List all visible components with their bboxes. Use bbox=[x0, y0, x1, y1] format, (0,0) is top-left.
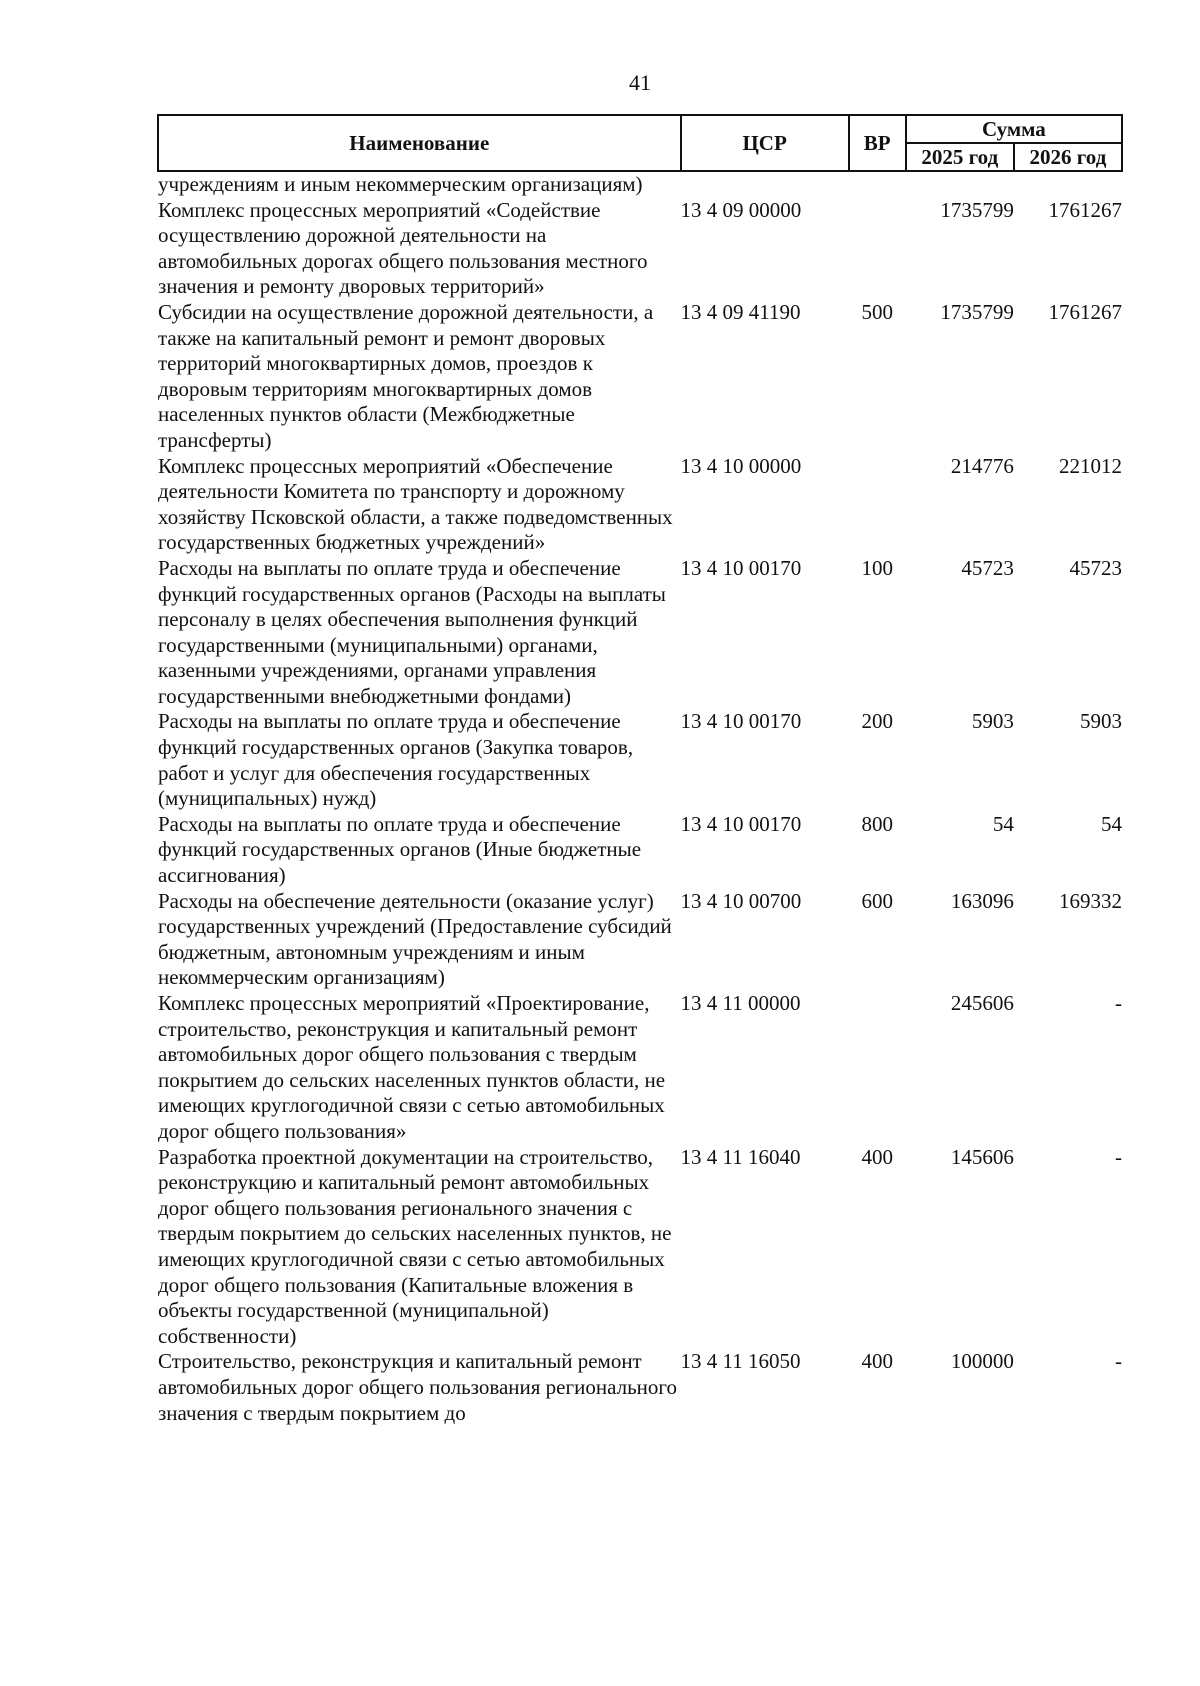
row-sum-2025: 5903 bbox=[971, 709, 1014, 734]
row-vr: 500 bbox=[861, 299, 893, 324]
header-csr: ЦСР bbox=[681, 115, 849, 171]
row-name: учреждениям и иным некоммерческим организациям) bbox=[158, 172, 643, 196]
row-csr: 13 4 11 00000 bbox=[680, 991, 801, 1015]
row-vr: 600 bbox=[861, 888, 893, 913]
row-name: Разработка проектной документации на строительство, реконструкцию и капитальный ремонт автомобильных дорог общего пользования регионального значения с твердым покрытием до сельских населенных пунктов, не имеющих круглогодичной связи с сетью автомобильных дорог общего пользования (Капитальные вложения в объекты государственной (муниципальной) собственности) bbox=[158, 1144, 672, 1348]
row-csr: 13 4 10 00170 bbox=[680, 811, 802, 836]
table-row bbox=[158, 454, 1122, 556]
header-name: Наименование bbox=[158, 115, 681, 171]
row-sum-2026: 221012 bbox=[1059, 453, 1122, 478]
row-sum-2025: 163096 bbox=[950, 888, 1014, 913]
row-csr: 13 4 10 00170 bbox=[680, 709, 802, 734]
row-sum-2025: 145606 bbox=[950, 1144, 1014, 1169]
row-name: Расходы на выплаты по оплате труда и обеспечение функций государственных органов (Закупка товаров, работ и услуг для обеспечения государственных (муниципальных) нужд) bbox=[158, 709, 634, 811]
table-row bbox=[158, 812, 1122, 889]
row-vr: 400 bbox=[861, 1144, 893, 1169]
table-row bbox=[158, 300, 1122, 454]
row-csr: 13 4 09 41190 bbox=[680, 299, 801, 324]
row-vr: 100 bbox=[861, 555, 893, 580]
page-number: 41 bbox=[629, 70, 651, 95]
row-sum-2025: 100000 bbox=[950, 1349, 1014, 1374]
row-vr bbox=[849, 991, 906, 1145]
header-sum: Сумма bbox=[906, 115, 1122, 143]
table-row bbox=[158, 171, 1122, 198]
row-sum-2025: 245606 bbox=[950, 991, 1014, 1015]
row-sum-2025: 54 bbox=[992, 811, 1014, 836]
row-name: Субсидии на осуществление дорожной деятельности, а также на капитальный ремонт и ремонт дворовых территорий многоквартирных домов, проездов к дворовым территориям многоквартирных домов населенных пунктов области (Межбюджетные трансферты) bbox=[158, 299, 654, 452]
header-vr: ВР bbox=[849, 115, 906, 171]
row-sum-2026: 1761267 bbox=[1048, 299, 1122, 324]
row-sum-2025 bbox=[906, 171, 1014, 198]
table-row bbox=[158, 889, 1122, 991]
row-vr: 800 bbox=[861, 811, 893, 836]
row-csr: 13 4 10 00170 bbox=[680, 555, 802, 580]
row-sum-2026: 5903 bbox=[1080, 709, 1122, 734]
row-sum-2025: 1735799 bbox=[940, 197, 1014, 222]
row-vr bbox=[849, 198, 906, 300]
row-vr bbox=[849, 454, 906, 556]
row-vr bbox=[849, 171, 906, 198]
row-name: Расходы на обеспечение деятельности (оказание услуг) государственных учреждений (Предоставление субсидий бюджетным, автономным учреждениям и иным некоммерческим организациям) bbox=[158, 888, 672, 990]
row-sum-2026: 169332 bbox=[1059, 888, 1122, 913]
header-year-2026: 2026 год bbox=[1014, 143, 1122, 171]
row-csr: 13 4 10 00000 bbox=[680, 453, 802, 478]
row-vr: 200 bbox=[861, 709, 893, 734]
row-vr: 400 bbox=[861, 1349, 893, 1374]
row-name: Комплекс процессных мероприятий «Обеспечение деятельности Комитета по транспорту и дорожному хозяйству Псковской области, а также подведомственных государственных бюджетных учреждений» bbox=[158, 453, 673, 555]
row-name: Комплекс процессных мероприятий «Содействие осуществлению дорожной деятельности на автомобильных дорогах общего пользования местного значения и ремонту дворовых территорий» bbox=[158, 197, 648, 299]
table-row bbox=[158, 556, 1122, 710]
table-row bbox=[158, 1145, 1122, 1350]
row-sum-2026: - bbox=[1115, 991, 1122, 1015]
row-csr bbox=[681, 171, 849, 198]
row-sum-2025: 45723 bbox=[961, 555, 1014, 580]
row-csr: 13 4 10 00700 bbox=[680, 888, 802, 913]
row-csr: 13 4 11 16040 bbox=[680, 1144, 801, 1169]
row-sum-2026: 45723 bbox=[1069, 555, 1122, 580]
table-row bbox=[158, 1349, 1122, 1426]
row-csr: 13 4 09 00000 bbox=[680, 197, 802, 222]
row-name: Расходы на выплаты по оплате труда и обеспечение функций государственных органов (Расходы на выплаты персоналу в целях обеспечения выполнения функций государственными (муниципальными) органами, казенными учреждениями, органами управления государственными внебюджетными фондами) bbox=[158, 555, 666, 708]
table-row bbox=[158, 991, 1122, 1145]
row-sum-2025: 214776 bbox=[950, 453, 1014, 478]
row-sum-2026: - bbox=[1115, 1349, 1122, 1374]
row-sum-2026 bbox=[1014, 171, 1122, 198]
row-csr: 13 4 11 16050 bbox=[680, 1349, 801, 1374]
row-name: Строительство, реконструкция и капитальный ремонт автомобильных дорог общего пользования регионального значения с твердым покрытием до bbox=[158, 1349, 677, 1425]
row-name: Расходы на выплаты по оплате труда и обеспечение функций государственных органов (Иные бюджетные ассигнования) bbox=[158, 811, 642, 888]
row-sum-2025: 1735799 bbox=[940, 299, 1014, 324]
budget-table bbox=[157, 114, 1123, 1426]
row-name: Комплекс процессных мероприятий «Проектирование, строительство, реконструкция и капитальный ремонт автомобильных дорог общего пользования с твердым покрытием до сельских населенных пунктов области, не имеющих круглогодичной связи с сетью автомобильных дорог общего пользования» bbox=[158, 991, 666, 1143]
header-year-2025: 2025 год bbox=[906, 143, 1014, 171]
row-sum-2026: 1761267 bbox=[1048, 197, 1122, 222]
table-row bbox=[158, 198, 1122, 300]
row-sum-2026: 54 bbox=[1101, 811, 1122, 836]
row-sum-2026: - bbox=[1115, 1144, 1122, 1169]
table-row bbox=[158, 709, 1122, 811]
